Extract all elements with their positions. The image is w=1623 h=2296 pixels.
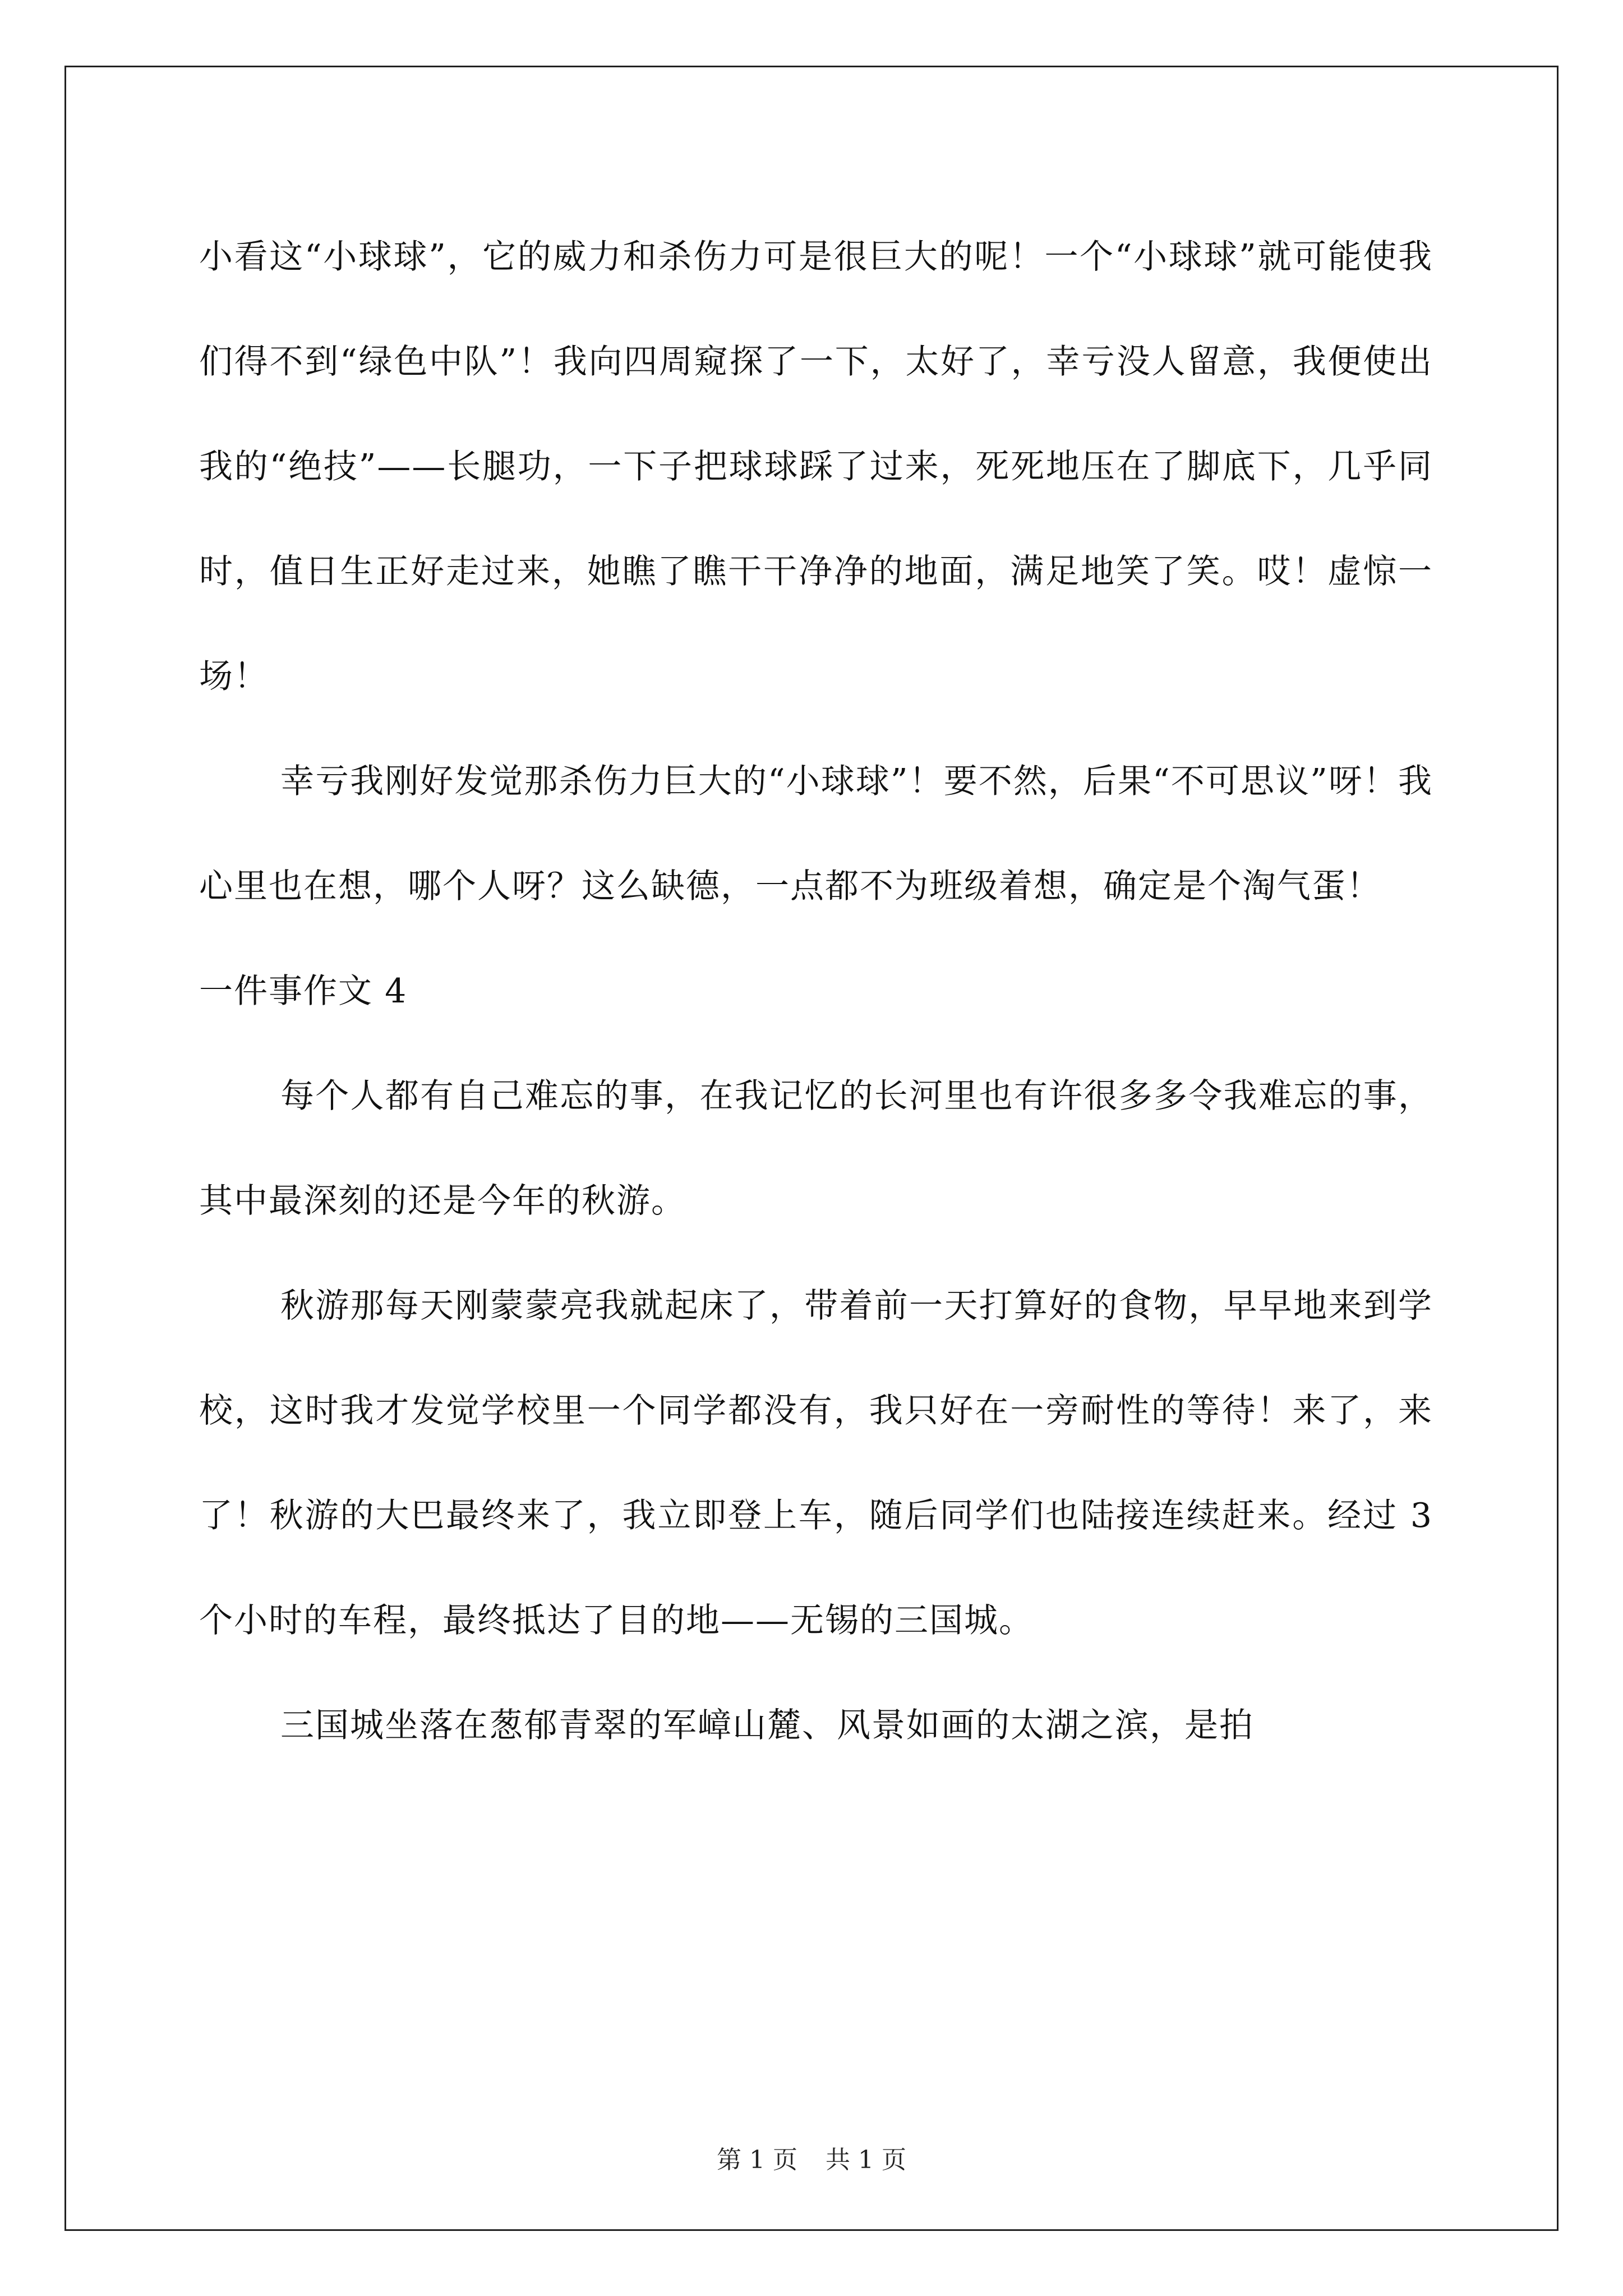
paragraph-5: 三国城坐落在葱郁青翠的军嶂山麓、风景如画的太湖之滨，是拍 bbox=[280, 1706, 1254, 1745]
section-heading: 一件事作文 4 bbox=[199, 972, 408, 1011]
page-number: 第 1 页 bbox=[717, 2146, 797, 2174]
paragraph-3: 每个人都有自己难忘的事，在我记忆的长河里也有许很多多令我难忘的事，其中最深刻的还是今年的秋游。 bbox=[199, 1076, 1433, 1221]
paragraph-4: 秋游那每天刚蒙蒙亮我就起床了，带着前一天打算好的食物，早早地来到学校，这时我才发觉学校里一个同学都没有，我只好在一旁耐性的等待！来了，来了！秋游的大巴最终来了，我立即登上车，随后同学们也陆接连续赶来。经过 3 个小时的车程，最终抵达了目的地——无锡的三国城。 bbox=[199, 1286, 1433, 1640]
paragraph-2: 幸亏我刚好发觉那杀伤力巨大的“小球球”！要不然，后果“不可思议”呀！我心里也在想，哪个人呀？这么缺德，一点都不为班级着想，确定是个淘气蛋！ bbox=[199, 762, 1433, 906]
page-footer bbox=[0, 2139, 1623, 2175]
paragraph-1: 小看这“小球球”，它的威力和杀伤力可是很巨大的呢！一个“小球球”就可能使我们得不到“绿色中队”！我向四周窥探了一下，太好了，幸亏没人留意，我便使出我的“绝技”——长腿功，一下子把球球踩了过来，死死地压在了脚底下，几乎同时，值日生正好走过来，她瞧了瞧干干净净的地面，满足地笑了笑。哎！虚惊一场！ bbox=[199, 237, 1433, 696]
document-body bbox=[199, 205, 1433, 1778]
page-total: 共 1 页 bbox=[826, 2146, 906, 2174]
